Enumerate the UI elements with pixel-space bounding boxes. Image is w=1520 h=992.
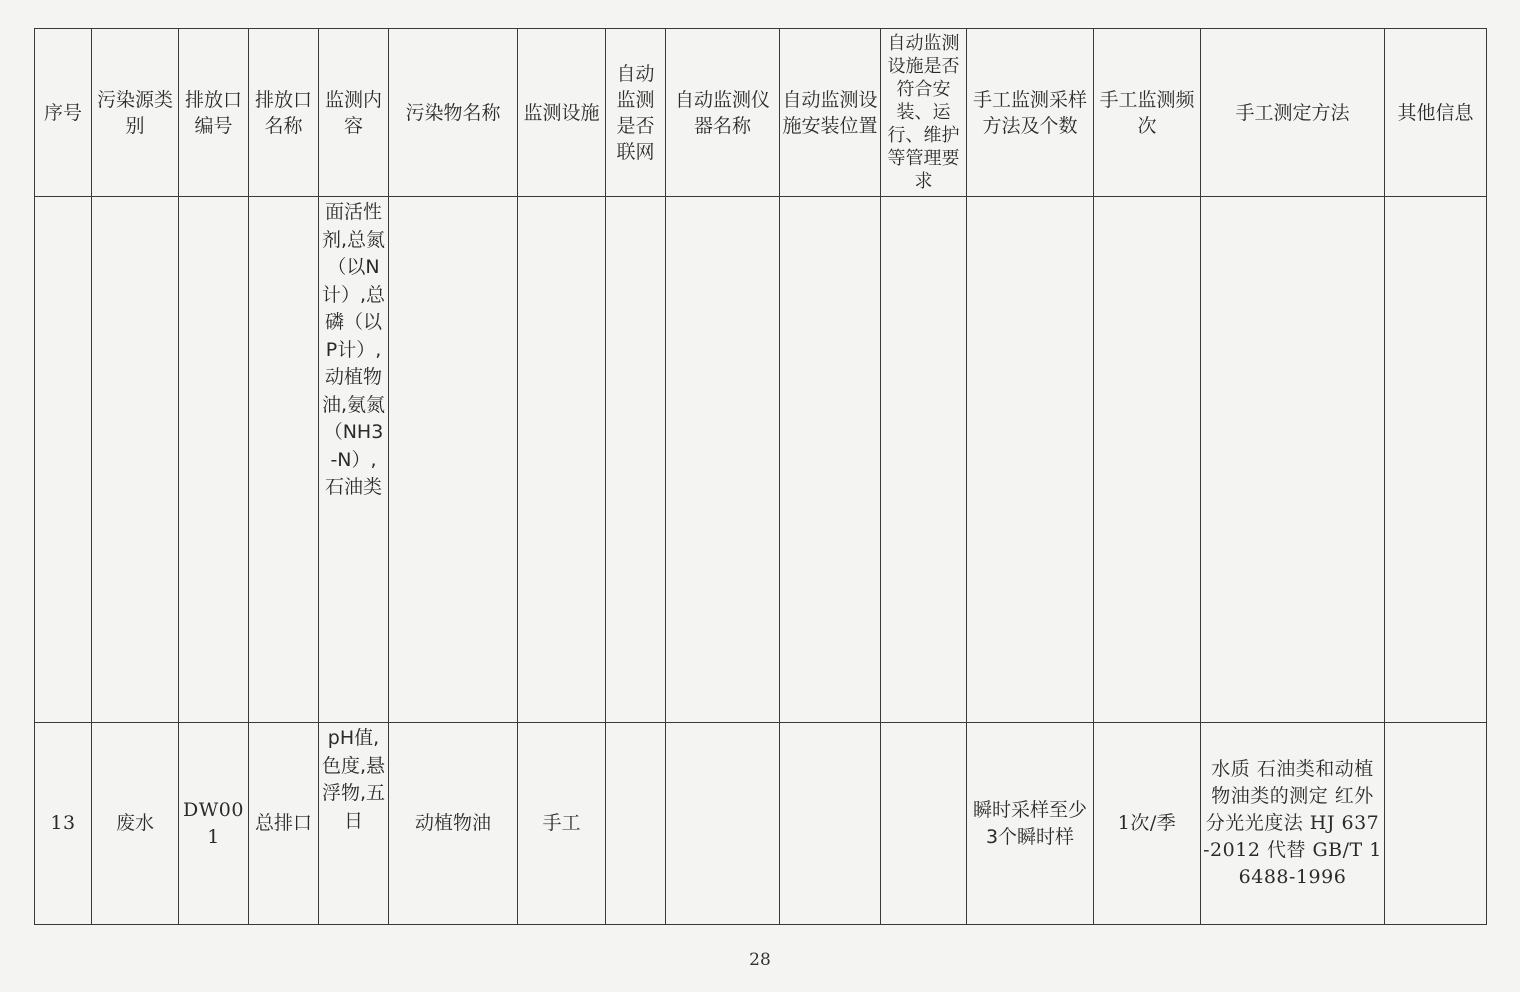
cell-manual-method: 水质 石油类和动植物油类的测定 红外分光光度法 HJ 637-2012 代替 GB/T 16488-1996 <box>1201 723 1385 925</box>
cell-manual-freq <box>1094 197 1201 723</box>
cell-manual-freq: 1次/季 <box>1094 723 1201 925</box>
cell-auto-instrument <box>666 197 780 723</box>
cell-auto-compliance <box>881 197 967 723</box>
page-number: 28 <box>749 950 771 970</box>
header-manual-method: 手工测定方法 <box>1201 29 1385 197</box>
cell-outlet-name: 总排口 <box>249 723 319 925</box>
header-outlet-name: 排放口名称 <box>249 29 319 197</box>
header-auto-instrument: 自动监测仪器名称 <box>666 29 780 197</box>
cell-auto-networked <box>606 723 666 925</box>
cell-auto-location <box>780 197 881 723</box>
header-facility: 监测设施 <box>518 29 606 197</box>
cell-auto-compliance <box>881 723 967 925</box>
header-seq: 序号 <box>35 29 92 197</box>
monitoring-table <box>34 28 1487 925</box>
cell-seq <box>35 197 92 723</box>
header-row <box>35 29 1487 197</box>
cell-auto-networked <box>606 197 666 723</box>
header-pollutant: 污染物名称 <box>389 29 518 197</box>
table-row <box>35 197 1487 723</box>
cell-outlet-no: DW001 <box>179 723 249 925</box>
cell-source-type <box>92 197 179 723</box>
cell-facility <box>518 197 606 723</box>
header-other: 其他信息 <box>1385 29 1487 197</box>
cell-facility: 手工 <box>518 723 606 925</box>
cell-auto-location <box>780 723 881 925</box>
header-manual-sampling: 手工监测采样方法及个数 <box>967 29 1094 197</box>
header-source-type: 污染源类别 <box>92 29 179 197</box>
header-outlet-no: 排放口编号 <box>179 29 249 197</box>
header-auto-networked: 自动监测是否联网 <box>606 29 666 197</box>
cell-outlet-no <box>179 197 249 723</box>
cell-pollutant <box>389 197 518 723</box>
header-manual-freq: 手工监测频次 <box>1094 29 1201 197</box>
cell-seq: 13 <box>35 723 92 925</box>
header-auto-location: 自动监测设施安装位置 <box>780 29 881 197</box>
cell-manual-sampling <box>967 197 1094 723</box>
cell-manual-sampling: 瞬时采样至少3个瞬时样 <box>967 723 1094 925</box>
cell-outlet-name <box>249 197 319 723</box>
header-monitor-content: 监测内容 <box>319 29 389 197</box>
cell-auto-instrument <box>666 723 780 925</box>
cell-manual-method <box>1201 197 1385 723</box>
cell-other <box>1385 723 1487 925</box>
table-row <box>35 723 1487 925</box>
header-auto-compliance: 自动监测设施是否符合安装、运行、维护等管理要求 <box>881 29 967 197</box>
cell-pollutant: 动植物油 <box>389 723 518 925</box>
cell-monitor-content: pH值,色度,悬浮物,五日 <box>319 723 389 925</box>
cell-source-type: 废水 <box>92 723 179 925</box>
cell-other <box>1385 197 1487 723</box>
cell-monitor-content: 面活性剂,总氮（以N计）,总磷（以P计）,动植物油,氨氮（NH3-N）,石油类 <box>319 197 389 723</box>
